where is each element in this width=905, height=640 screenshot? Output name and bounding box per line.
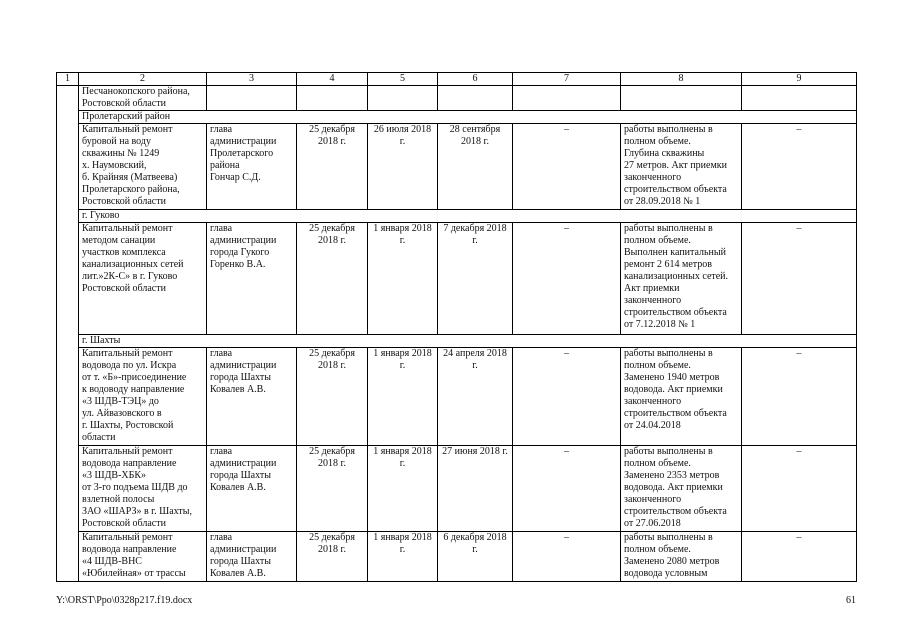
cell-index [57, 86, 79, 582]
cell-start-date [368, 86, 438, 111]
cell-end-date: 24 апреля 2018 г. [438, 348, 513, 446]
cell-planned-date: 25 декабря 2018 г. [297, 446, 368, 532]
cell-col9: – [742, 223, 857, 335]
table-row [57, 348, 857, 446]
cell-col7: – [513, 446, 621, 532]
section-row [57, 111, 857, 124]
cell-responsible: глава администрации города Шахты Ковалев А.В. [207, 532, 297, 582]
section-row [57, 210, 857, 223]
cell-col9: – [742, 446, 857, 532]
section-title: Пролетарский район [79, 111, 857, 124]
cell-planned-date: 25 декабря 2018 г. [297, 532, 368, 582]
cell-end-date: 7 декабря 2018 г. [438, 223, 513, 335]
cell-planned-date: 25 декабря 2018 г. [297, 124, 368, 210]
cell-col7 [513, 86, 621, 111]
column-number: 5 [368, 73, 438, 86]
cell-result: работы выполнены в полном объеме. Заменено 1940 метров водовода. Акт приемки законченного строительством объекта от 24.04.2018 [621, 348, 742, 446]
cell-start-date: 1 января 2018 г. [368, 223, 438, 335]
cell-start-date: 1 января 2018 г. [368, 532, 438, 582]
cell-end-date: 27 июня 2018 г. [438, 446, 513, 532]
cell-planned-date: 25 декабря 2018 г. [297, 348, 368, 446]
cell-col9: – [742, 348, 857, 446]
cell-result: работы выполнены в полном объеме. Заменено 2353 метров водовода. Акт приемки законченного строительством объекта от 27.06.2018 [621, 446, 742, 532]
cell-responsible [207, 86, 297, 111]
cell-planned-date [297, 86, 368, 111]
section-title: г. Шахты [79, 335, 857, 348]
cell-start-date: 26 июля 2018 г. [368, 124, 438, 210]
section-title: г. Гуково [79, 210, 857, 223]
cell-col9: – [742, 532, 857, 582]
column-number: 9 [742, 73, 857, 86]
cell-result [621, 86, 742, 111]
table-row [57, 223, 857, 335]
table-row [57, 124, 857, 210]
cell-responsible: глава администрации города Шахты Ковалев А.В. [207, 446, 297, 532]
column-number: 1 [57, 73, 79, 86]
column-number: 7 [513, 73, 621, 86]
column-number: 3 [207, 73, 297, 86]
cell-end-date [438, 86, 513, 111]
cell-result: работы выполнены в полном объеме. Выполнен капитальный ремонт 2 614 метров канализационных сетей. Акт приемки законченного строительством объекта от 7.12.2018 № 1 [621, 223, 742, 335]
page-number: 61 [846, 595, 856, 606]
section-row [57, 335, 857, 348]
cell-planned-date: 25 декабря 2018 г. [297, 223, 368, 335]
cell-responsible: глава администрации города Шахты Ковалев А.В. [207, 348, 297, 446]
column-number-row [57, 73, 857, 86]
cell-object: Капитальный ремонт водовода направление «3 ШДВ-ХБК» от 3-го подъема ШДВ до взлетной полосы ЗАО «ШАРЗ» в г. Шахты, Ростовской области [79, 446, 207, 532]
cell-end-date: 6 декабря 2018 г. [438, 532, 513, 582]
cell-start-date: 1 января 2018 г. [368, 446, 438, 532]
cell-col9 [742, 86, 857, 111]
cell-result: работы выполнены в полном объеме. Глубина скважины 27 метров. Акт приемки законченного строительством объекта от 28.09.2018 № 1 [621, 124, 742, 210]
report-table [56, 72, 857, 582]
column-number: 4 [297, 73, 368, 86]
table-row [57, 532, 857, 582]
table-row [57, 86, 857, 111]
cell-col7: – [513, 532, 621, 582]
cell-col7: – [513, 124, 621, 210]
column-number: 8 [621, 73, 742, 86]
cell-end-date: 28 сентября 2018 г. [438, 124, 513, 210]
cell-col9: – [742, 124, 857, 210]
cell-object: Капитальный ремонт методом санации участков комплекса канализационных сетей лит.»2К-С» в г. Гуково Ростовской области [79, 223, 207, 335]
column-number: 2 [79, 73, 207, 86]
cell-start-date: 1 января 2018 г. [368, 348, 438, 446]
table-row [57, 446, 857, 532]
column-number: 6 [438, 73, 513, 86]
cell-object: Капитальный ремонт водовода направление «4 ШДВ-ВНС «Юбилейная» от трассы [79, 532, 207, 582]
cell-object: Песчанокопского района, Ростовской области [79, 86, 207, 111]
cell-col7: – [513, 223, 621, 335]
cell-object: Капитальный ремонт буровой на воду скважины № 1249 х. Наумовский, б. Крайняя (Матвеева) Пролетарского района, Ростовской области [79, 124, 207, 210]
cell-object: Капитальный ремонт водовода по ул. Искра от т. «Б»-присоединение к водоводу направление «3 ШДВ-ТЭЦ» до ул. Айвазовского в г. Шахты, Ростовской области [79, 348, 207, 446]
cell-result: работы выполнены в полном объеме. Заменено 2080 метров водовода условным [621, 532, 742, 582]
footer-file-path: Y:\ORST\Ppo\0328p217.f19.docx [56, 595, 193, 606]
cell-responsible: глава администрации города Гукого Горенко В.А. [207, 223, 297, 335]
cell-col7: – [513, 348, 621, 446]
cell-responsible: глава администрации Пролетарского района Гончар С.Д. [207, 124, 297, 210]
